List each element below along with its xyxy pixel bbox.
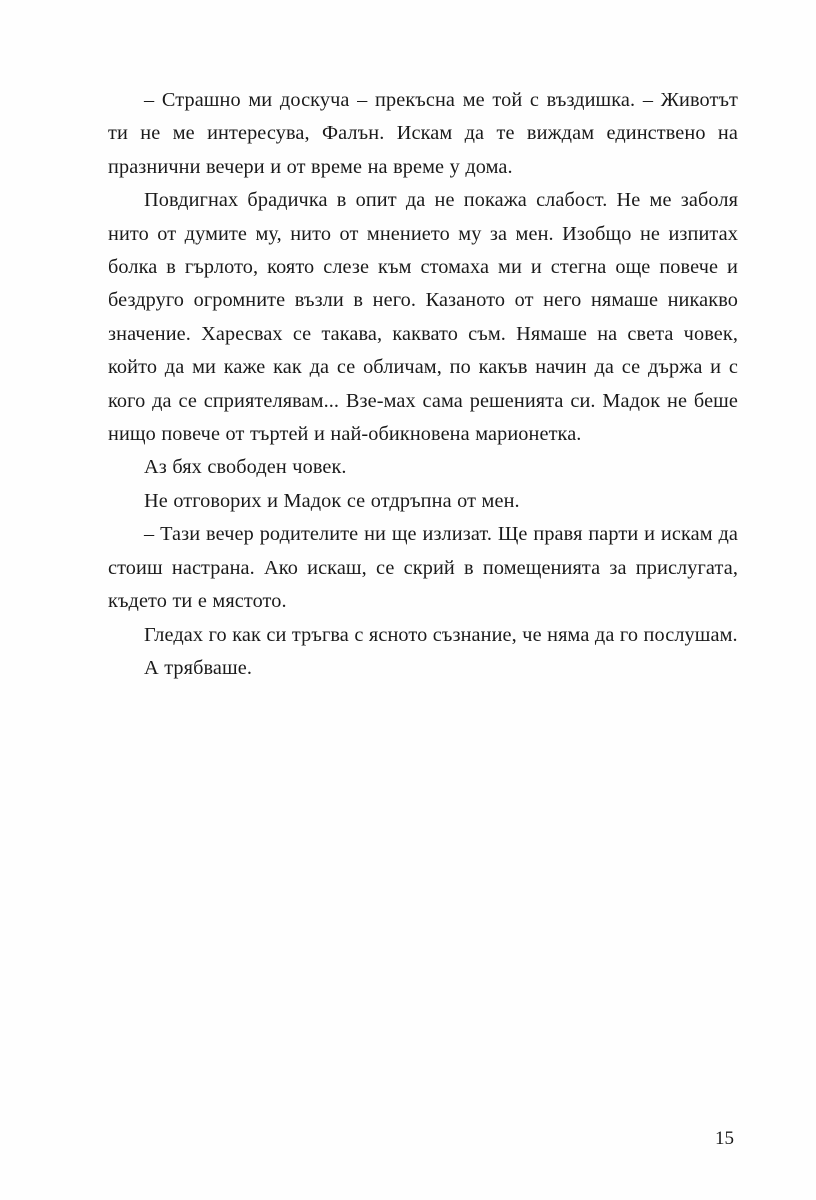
paragraph: Аз бях свободен човек.	[144, 456, 347, 479]
page-number: 15	[715, 1128, 734, 1149]
paragraph: – Тази вечер родителите ни ще излизат. Ще правя парти и искам да стоиш настрана. Ако искаш, се скрий в помещенията за прислугата, където ти е мястото.	[108, 523, 738, 613]
paragraph: Не отговорих и Мадок се отдръпна от мен.	[144, 489, 520, 512]
paragraph: – Страшно ми доскуча – прекъсна ме той с въздишка. – Животът ти не ме интересува, Фалън. Искам да те виждам единствено на празнични вечери и от време на време у дома.	[108, 89, 738, 178]
body-text	[108, 84, 738, 685]
paragraph: А трябваше.	[144, 656, 253, 679]
paragraph: Гледах го как си тръгва с ясното съзнание, че няма да го послушам.	[144, 623, 738, 646]
paragraph: Повдигнах брадичка в опит да не покажа слабост. Не ме заболя нито от думите му, нито от мнението му за мен. Изобщо не изпитах болка в гърлото, която слезе към стомаха ми и стегна още повече и бездруго огромните възли в него. Казаното от него нямаше никакво значение. Харесвах се такава, каквато съм. Нямаше на света човек, който да ми каже как да се обличам, по какъв начин да се държа и с кого да се сприятелявам... Взе-мах сама решенията си. Мадок не беше нищо повече от търтей и най-обикновена марионетка.	[108, 189, 738, 446]
